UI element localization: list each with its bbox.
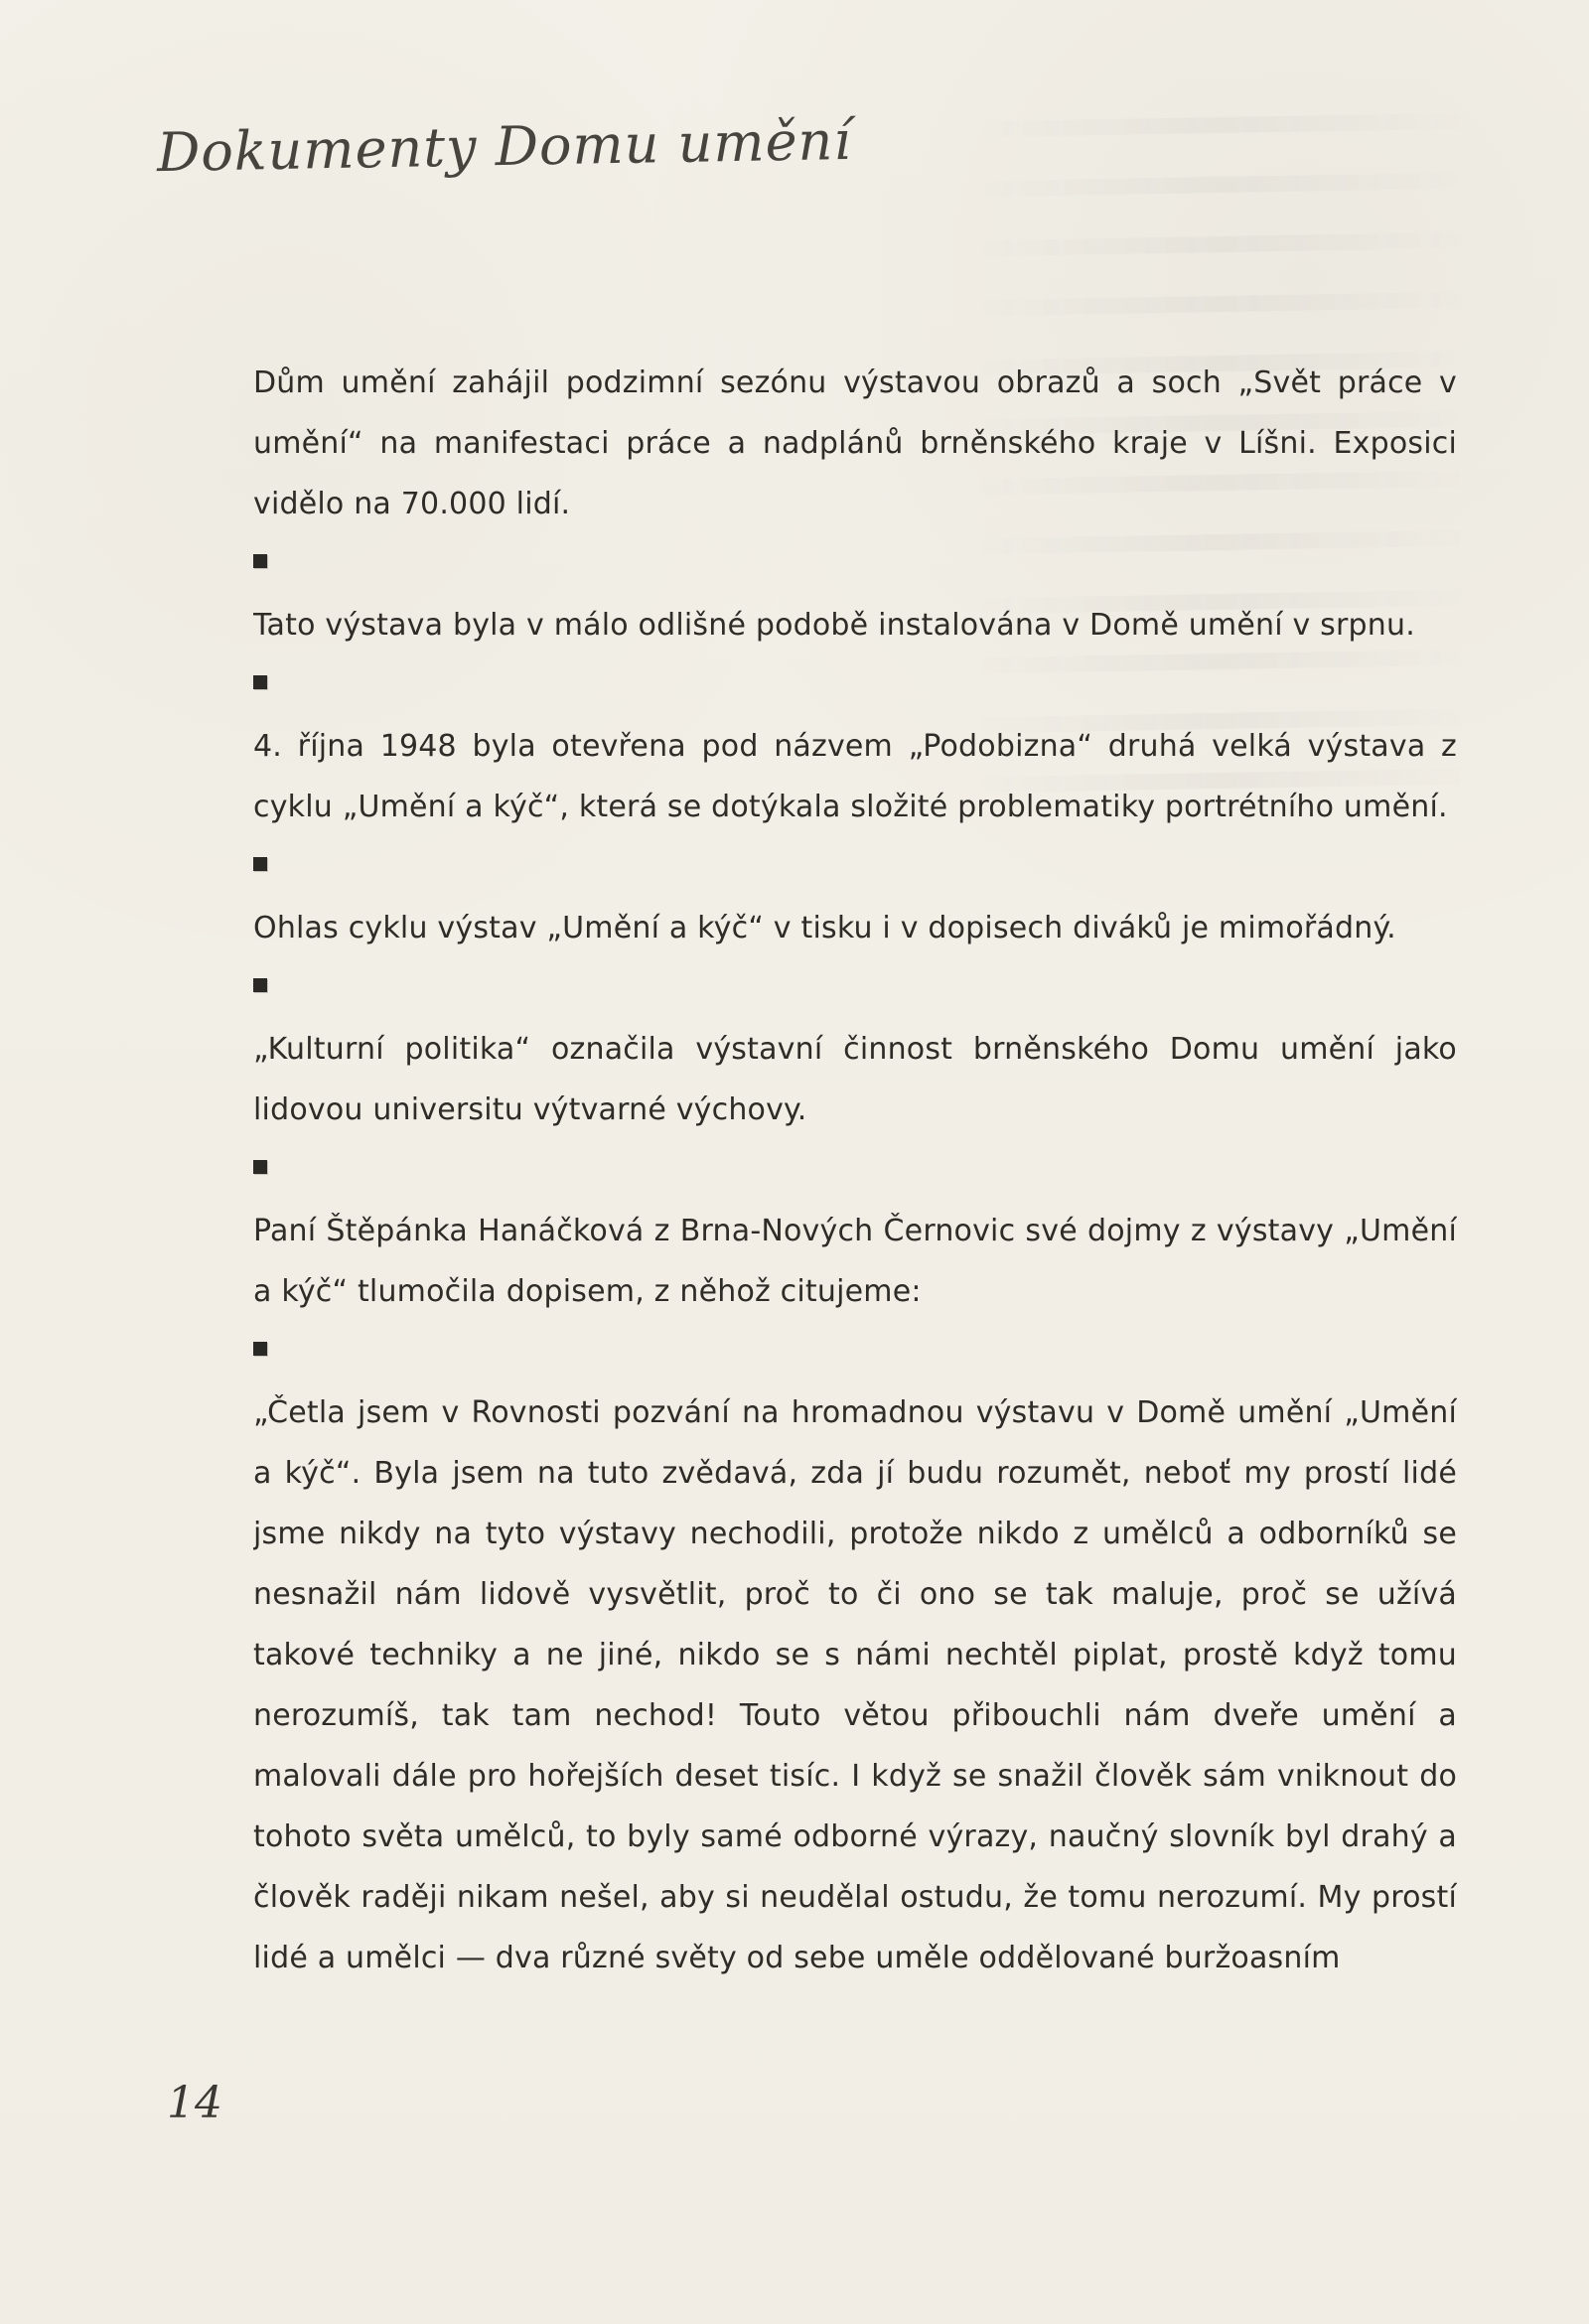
square-bullet-icon [253, 1160, 267, 1174]
separator-row [253, 534, 1457, 595]
square-bullet-icon [253, 1342, 267, 1356]
separator-row [253, 837, 1457, 898]
quoted-letter: „Četla jsem v Rovnosti pozvání na hromadnou výstavu v Domě umění „Umění a kýč“. Byla jsem na tuto zvědavá, zda jí budu rozumět, neboť my prostí lidé jsme nikdy na tyto výstavy nechodili, protože nikdo z umělců a odborníků se nesnažil nám lidově vysvětlit, proč to či ono se tak maluje, proč se užívá takové techniky a ne jiné, nikdo se s námi nechtěl piplat, prostě když tomu nerozumíš, tak tam nechod! Touto větou přibouchli nám dveře umění a malovali dále pro hořejších deset tisíc. I když se snažil člověk sám vniknout do tohoto světa umělců, to byly samé odborné výrazy, naučný slovník byl drahý a člověk raději nikam nešel, aby si neudělal ostudu, že tomu nerozumí. My prostí lidé a umělci — dva různé světy od sebe uměle oddělované buržoasním [253, 1395, 1457, 1975]
paragraph: 4. října 1948 byla otevřena pod názvem „Podobizna“ druhá velká výstava z cyklu „Umění a kýč“, která se dotýkala složité problematiky portrétního umění. [253, 729, 1457, 824]
square-bullet-icon [253, 857, 267, 871]
square-bullet-icon [253, 978, 267, 992]
separator-row [253, 655, 1457, 716]
square-bullet-icon [253, 675, 267, 689]
main-text [253, 353, 1457, 2051]
separator-row [253, 958, 1457, 1019]
paragraph: Dům umění zahájil podzimní sezónu výstavou obrazů a soch „Svět práce v umění“ na manifestaci práce a nadplánů brněnského kraje v Líšni. Exposici vidělo na 70.000 lidí. [253, 365, 1457, 521]
page-title: Dokumenty Domu umění [156, 108, 853, 185]
separator-row [253, 1140, 1457, 1201]
page-number: 14 [167, 2078, 222, 2128]
paragraph: Paní Štěpánka Hanáčková z Brna-Nových Černovic své dojmy z výstavy „Umění a kýč“ tlumočila dopisem, z něhož citujeme: [253, 1214, 1457, 1309]
square-bullet-icon [253, 554, 267, 568]
paragraph: Tato výstava byla v málo odlišné podobě instalována v Domě umění v srpnu. [253, 608, 1415, 643]
separator-row [253, 1322, 1457, 1382]
paragraph: Ohlas cyklu výstav „Umění a kýč“ v tisku i v dopisech diváků je mimořádný. [253, 911, 1396, 945]
paragraph: „Kulturní politika“ označila výstavní činnost brněnského Domu umění jako lidovou universitu výtvarné výchovy. [253, 1032, 1457, 1127]
